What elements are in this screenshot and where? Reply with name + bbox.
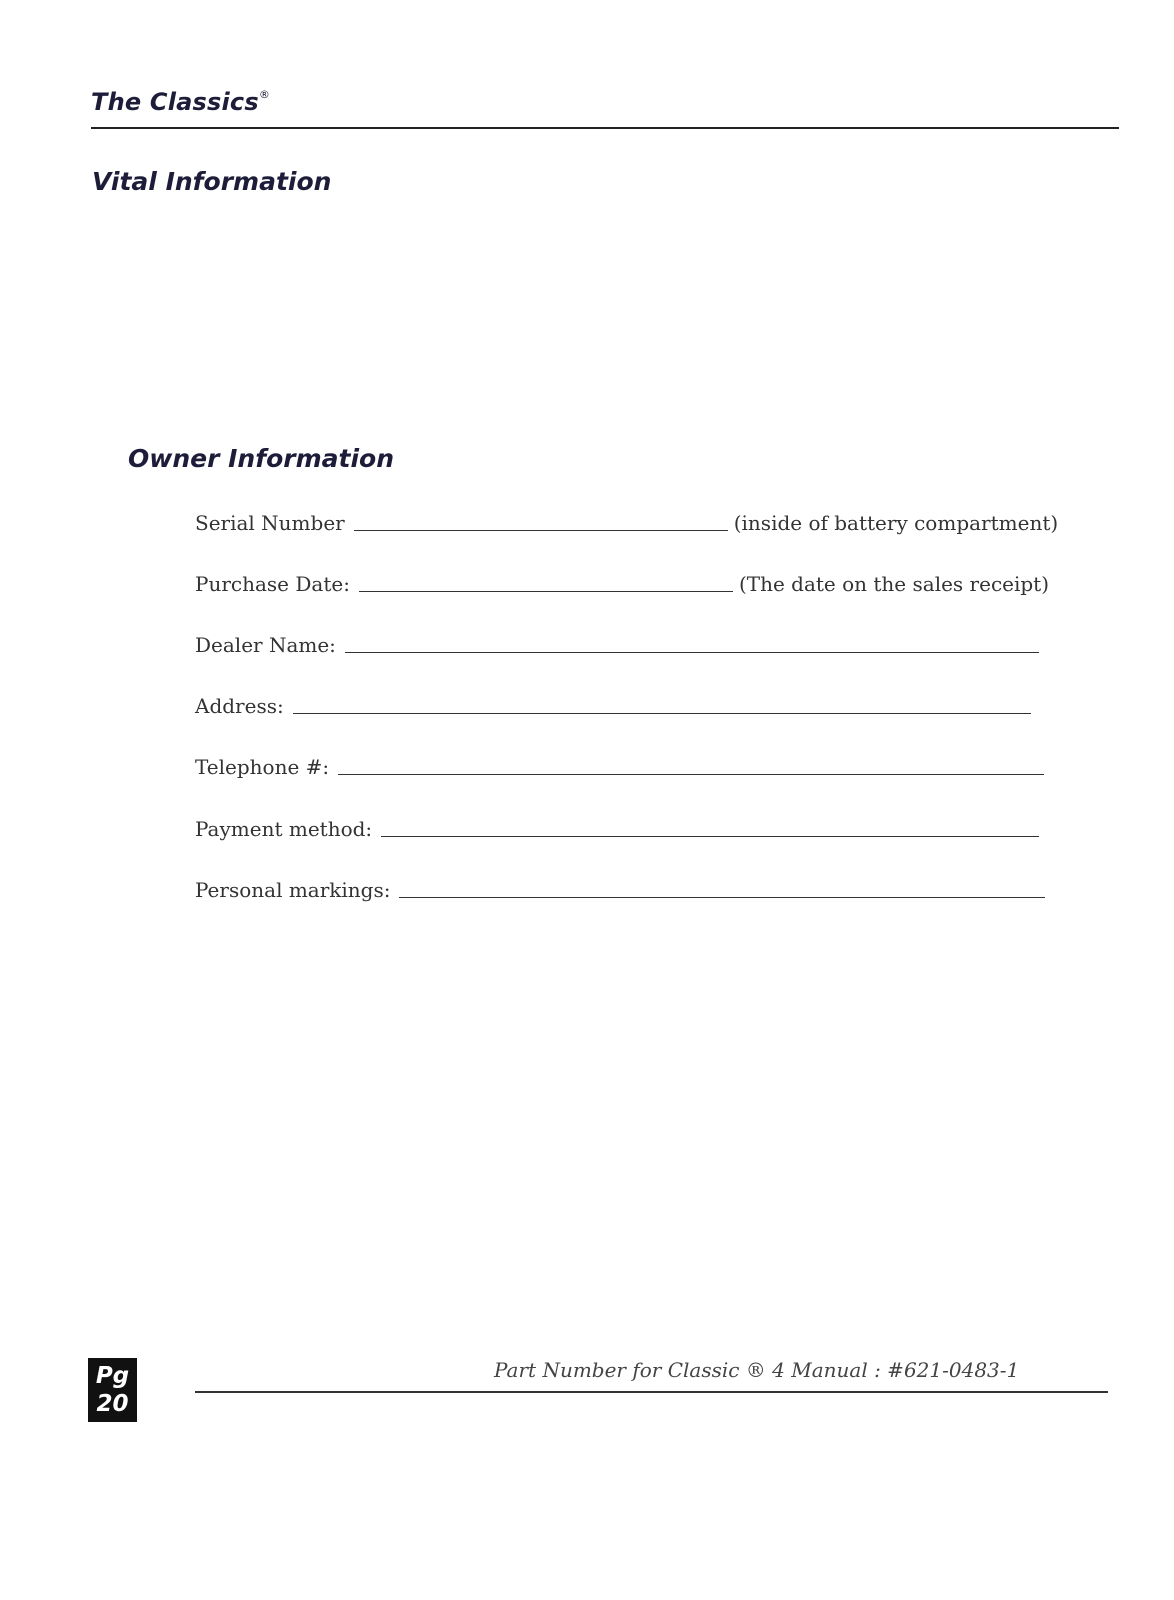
dealer-name-row <box>195 627 1039 657</box>
telephone-field[interactable] <box>338 773 1044 775</box>
section-title: Vital Information <box>92 167 332 196</box>
header-title-text: The Classics <box>91 88 259 116</box>
address-row <box>195 688 1031 718</box>
purchase-date-note: (The date on the sales receipt) <box>738 572 1050 596</box>
telephone-label: Telephone #: <box>195 755 330 779</box>
owner-information-title: Owner Information <box>128 444 395 473</box>
purchase-date-field[interactable] <box>359 590 733 592</box>
telephone-row <box>195 749 1044 779</box>
personal-markings-label: Personal markings: <box>195 878 391 902</box>
serial-number-row <box>195 505 1058 535</box>
page-prefix: Pg <box>95 1363 130 1389</box>
serial-number-note: (inside of battery compartment) <box>733 511 1059 535</box>
purchase-date-label: Purchase Date: <box>195 572 350 596</box>
footer-rule <box>195 1391 1108 1393</box>
page-number-badge <box>88 1358 137 1422</box>
page-number: 20 <box>96 1391 129 1417</box>
part-number-text: Part Number for Classic ® 4 Manual : #621-0483-1 <box>494 1358 1020 1382</box>
serial-number-field[interactable] <box>354 529 728 531</box>
personal-markings-row <box>195 872 1045 902</box>
header-title <box>91 88 270 116</box>
purchase-date-row <box>195 566 1049 596</box>
dealer-name-label: Dealer Name: <box>195 633 336 657</box>
address-field[interactable] <box>293 712 1031 714</box>
payment-method-label: Payment method: <box>195 817 373 841</box>
dealer-name-field[interactable] <box>345 651 1039 653</box>
payment-method-field[interactable] <box>381 835 1039 837</box>
address-label: Address: <box>195 694 284 718</box>
payment-method-row <box>195 811 1039 841</box>
header-rule <box>91 127 1119 129</box>
personal-markings-field[interactable] <box>399 896 1045 898</box>
serial-number-label: Serial Number <box>195 511 345 535</box>
registered-mark: ® <box>258 88 271 101</box>
